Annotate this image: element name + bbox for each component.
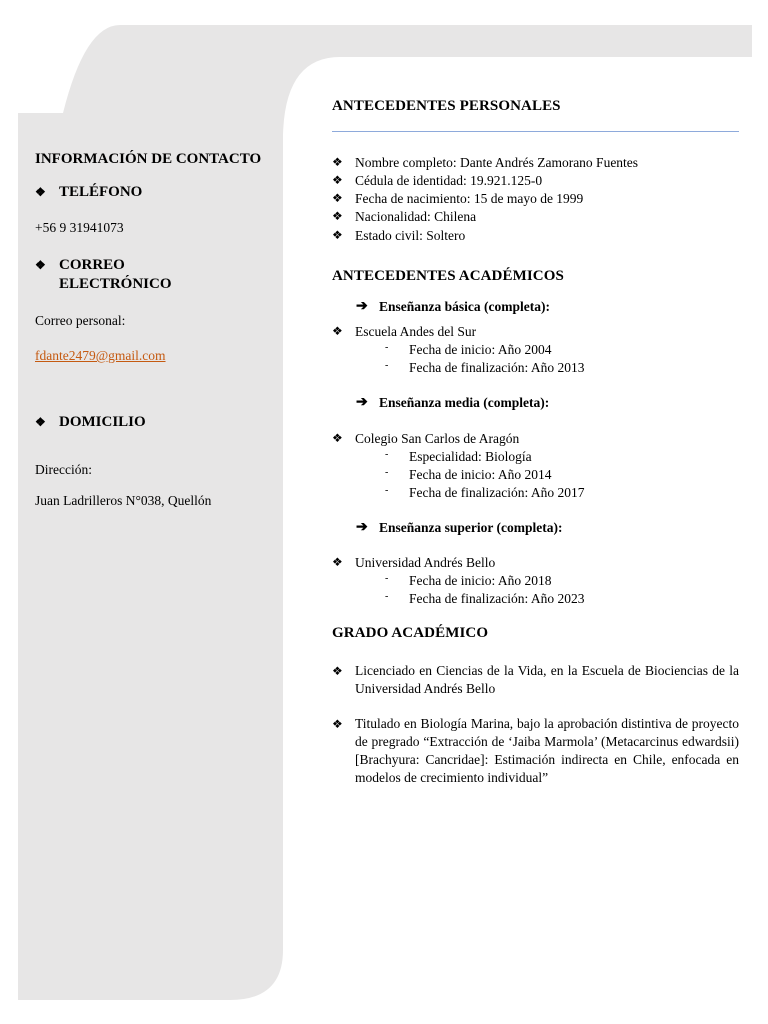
school-name: Universidad Andrés Bello (355, 555, 496, 570)
list-item-text: Fecha de nacimiento: 15 de mayo de 1999 (355, 191, 584, 206)
email-label: Correo personal: (35, 313, 126, 328)
email-heading-item (35, 256, 172, 294)
address-value: Juan Ladrilleros N°038, Quellón (35, 493, 212, 508)
section-subtitle: Enseñanza superior (completa): (379, 520, 563, 535)
degree-item (332, 715, 739, 787)
diamond-bullet-icon: ❖ (35, 258, 46, 272)
school-name: Escuela Andes del Sur (355, 324, 477, 339)
detail-text: Fecha de inicio: Año 2004 (409, 342, 552, 357)
diamond-bullet-icon: ❖ (332, 155, 343, 169)
dash-icon: - (385, 342, 389, 353)
right-arrow-icon: ➔ (356, 299, 368, 314)
detail-text: Especialidad: Biología (409, 449, 532, 464)
detail-text: Fecha de inicio: Año 2014 (409, 467, 552, 482)
address-heading-item (35, 413, 146, 432)
degree-item-text: Titulado en Biología Marina, bajo la aprobación distintiva de proyecto de pregrado “Extracción de ‘Jaiba Marmola’ (Metacarcinus edwardsii) [Brachyura: Cancridae]: Estimación indirecta en Chile, enfocada en modelos de crecimiento individual” (355, 716, 739, 785)
address-label: Dirección: (35, 462, 92, 477)
degree-item (332, 662, 739, 698)
diamond-bullet-icon: ❖ (332, 717, 343, 731)
detail-text: Fecha de inicio: Año 2018 (409, 573, 552, 588)
detail-text: Fecha de finalización: Año 2017 (409, 485, 585, 500)
diamond-bullet-icon: ❖ (332, 209, 343, 223)
right-arrow-icon: ➔ (356, 520, 368, 535)
section-subtitle: Enseñanza media (completa): (379, 395, 550, 410)
address-heading: DOMICILIO (59, 414, 146, 430)
phone-heading-item (35, 183, 142, 202)
heading-divider (332, 131, 739, 132)
degree-item-text: Licenciado en Ciencias de la Vida, en la Escuela de Biociencias de la Universidad Andrés Bello (355, 663, 739, 696)
detail-text: Fecha de finalización: Año 2023 (409, 591, 585, 606)
diamond-bullet-icon: ❖ (35, 185, 46, 199)
email-heading-line2: ELECTRÓNICO (59, 276, 172, 292)
list-item-text: Estado civil: Soltero (355, 228, 466, 243)
email-heading-line1: CORREO (59, 257, 125, 273)
degree-heading: GRADO ACADÉMICO (332, 625, 489, 641)
email-link[interactable]: fdante2479@gmail.com (35, 348, 166, 363)
diamond-bullet-icon: ❖ (332, 324, 343, 338)
diamond-bullet-icon: ❖ (332, 431, 343, 445)
diamond-bullet-icon: ❖ (35, 415, 46, 429)
right-arrow-icon: ➔ (356, 395, 368, 410)
academic-heading: ANTECEDENTES ACADÉMICOS (332, 268, 564, 284)
diamond-bullet-icon: ❖ (332, 664, 343, 678)
list-item-text: Nacionalidad: Chilena (355, 209, 477, 224)
diamond-bullet-icon: ❖ (332, 555, 343, 569)
dash-icon: - (385, 485, 389, 496)
list-item-text: Cédula de identidad: 19.921.125-0 (355, 173, 543, 188)
diamond-bullet-icon: ❖ (332, 191, 343, 205)
diamond-bullet-icon: ❖ (332, 173, 343, 187)
dash-icon: - (385, 573, 389, 584)
diamond-bullet-icon: ❖ (332, 228, 343, 242)
personal-heading: ANTECEDENTES PERSONALES (332, 98, 561, 114)
dash-icon: - (385, 591, 389, 602)
school-name: Colegio San Carlos de Aragón (355, 431, 520, 446)
dash-icon: - (385, 360, 389, 371)
dash-icon: - (385, 449, 389, 460)
contact-heading: INFORMACIÓN DE CONTACTO (35, 151, 262, 167)
detail-text: Fecha de finalización: Año 2013 (409, 360, 585, 375)
dash-icon: - (385, 467, 389, 478)
phone-number: +56 9 31941073 (35, 220, 124, 235)
list-item-text: Nombre completo: Dante Andrés Zamorano Fuentes (355, 155, 639, 170)
phone-heading: TELÉFONO (59, 184, 143, 200)
section-subtitle: Enseñanza básica (completa): (379, 299, 550, 314)
